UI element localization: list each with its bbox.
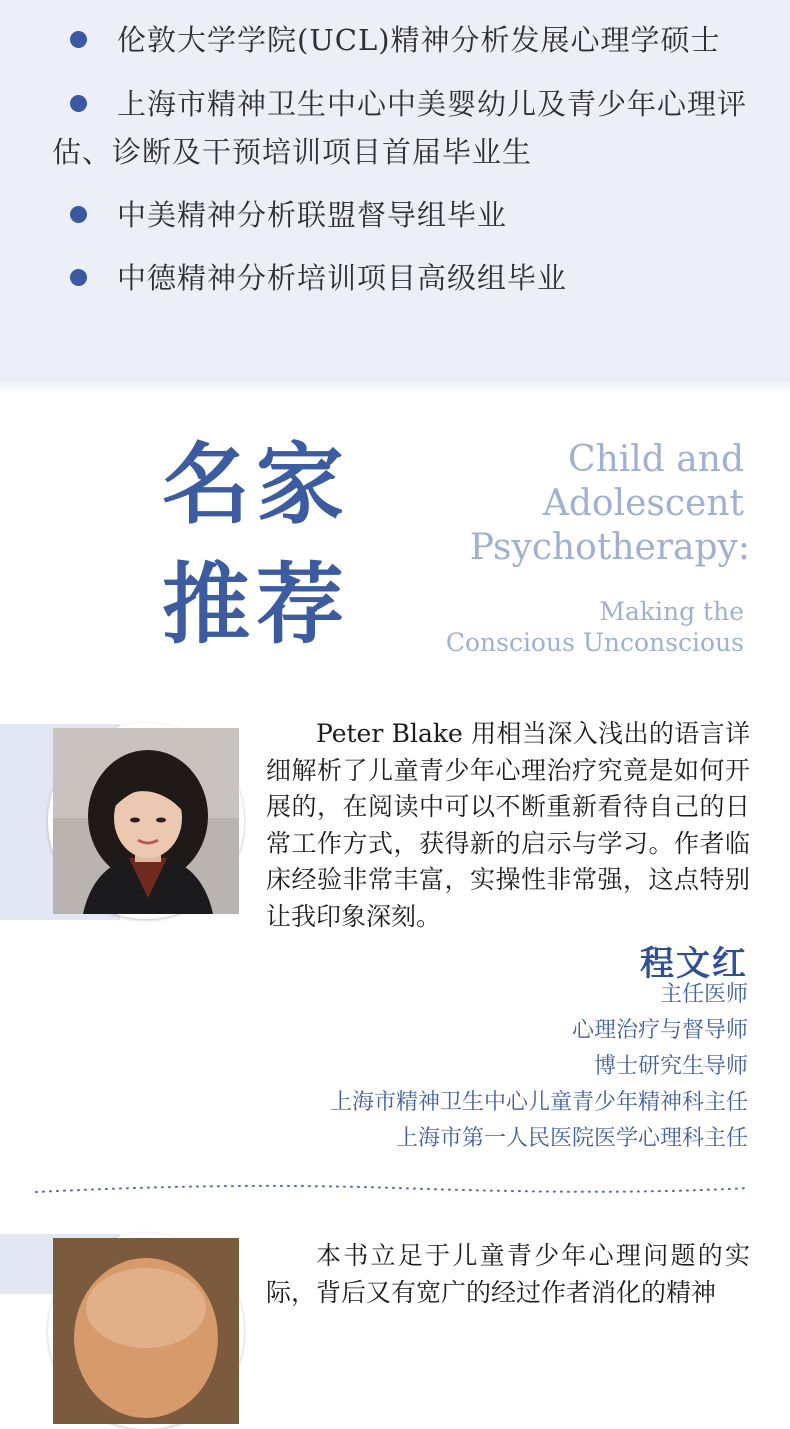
credential-item: 伦敦大学学院(UCL)精神分析发展心理学硕士 (52, 16, 772, 64)
section-heading-line1: 名家 (162, 432, 351, 536)
recommendation-quote-2: 本书立足于儿童青少年心理问题的实际，背后又有宽广的经过作者消化的精神 (266, 1241, 750, 1307)
avatar (48, 723, 244, 919)
avatar (48, 1233, 244, 1429)
en-title-line3: Psychotherapy: (469, 527, 750, 568)
recommender-titles (330, 977, 748, 1157)
bullet-icon (70, 31, 87, 48)
title-line: 上海市第一人民医院医学心理科主任 (395, 1126, 748, 1151)
bullet-icon (70, 269, 87, 286)
en-title-line1: Child and (568, 439, 744, 480)
dotted-divider (36, 1180, 748, 1200)
en-title-line2: Adolescent (542, 483, 744, 524)
portrait-image (53, 1238, 239, 1424)
title-line: 上海市精神卫生中心儿童青少年精神科主任 (329, 1090, 748, 1115)
bullet-icon (70, 206, 87, 223)
en-title-line5: Conscious Unconscious (445, 628, 744, 657)
portrait-image (53, 728, 239, 914)
title-line: 心理治疗与督导师 (571, 1018, 748, 1043)
recommender-name: 程文红 (640, 944, 748, 984)
section-heading-line2: 推荐 (162, 552, 351, 656)
title-line: 博士研究生导师 (593, 1054, 748, 1079)
credential-item: 中美精神分析联盟督导组毕业 (52, 191, 772, 239)
credentials-panel (0, 0, 790, 378)
recommendation-quote: Peter Blake 用相当深入浅出的语言详细解析了儿童青少年心理治疗究竟是如何开展的，在阅读中可以不断重新看待自己的日常工作方式，获得新的启示与学习。作者临床经验非常丰富，实操性非常强，这点特别让我印象深刻。 (266, 719, 750, 931)
bullet-icon (70, 95, 87, 112)
title-line: 主任医师 (659, 982, 748, 1007)
en-title-line4: Making the (599, 597, 744, 626)
credential-item: 中德精神分析培训项目高级组毕业 (52, 254, 772, 302)
credential-item: 上海市精神卫生中心中美婴幼儿及青少年心理评估、诊断及干预培训项目首届毕业生 (52, 87, 748, 169)
